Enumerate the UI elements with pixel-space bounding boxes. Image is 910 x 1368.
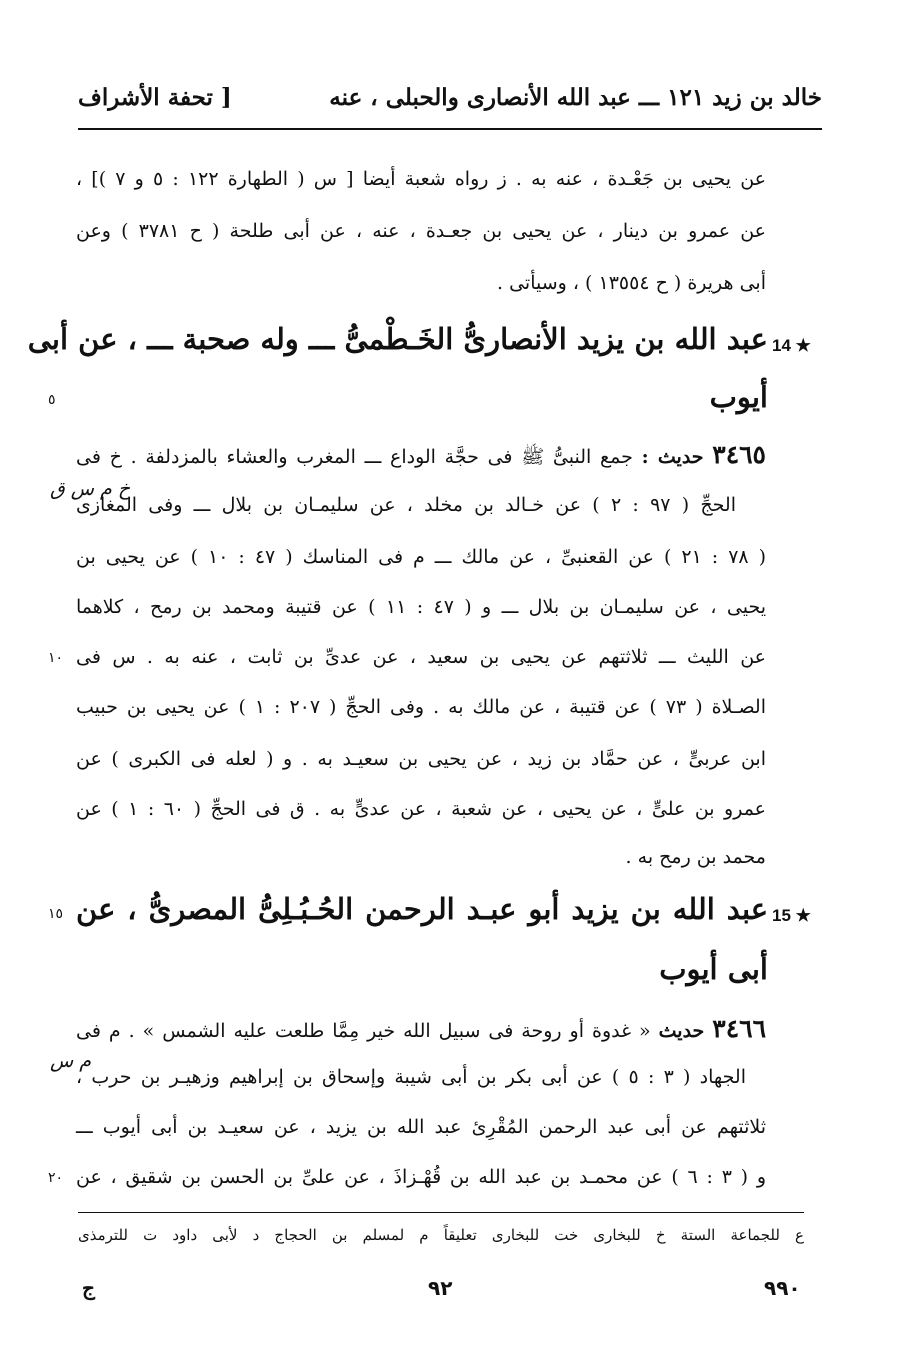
running-header [78, 84, 822, 124]
hadith-number: ٣٤٦٥ [712, 440, 766, 469]
text-line: و ( ٣ : ٦ ) عن محمـد بن عبد الله بن قُهْـزاذَ ، عن علىِّ بن الحسن بن شقيق ، عن [76, 1166, 767, 1188]
margin-line-number: ٥ [48, 392, 56, 408]
entry-number: 15 ★ [772, 906, 811, 925]
text-line: الحجِّ ( ٩٧ : ٢ ) عن خـالد بن مخلد ، عن سليمـان بن بلال ـــ وفى المغازى [76, 494, 737, 516]
hadith-label: حديث : [641, 446, 704, 468]
hadith-number: ٣٤٦٦ [712, 1014, 766, 1043]
text-line: عن يحيى بن جَعْـدة ، عنه به . ز رواه شعبة أيضا [ س ( الطهارة ١٢٢ : ٥ و ٧ )] ، [76, 168, 766, 190]
hadith-first-line [76, 1014, 766, 1044]
text-line: الصـلاة ( ٧٣ ) عن قتيبة ، عن مالك به . وفى الحجِّ ( ٢٠٧ : ١ ) عن يحيى بن حبيب [76, 696, 766, 718]
text-line: ثلاثتهم عن أبى عبد الرحمن المُقْرِئ عبد الله بن يزيد ، عن سعيـد بن أبى أيوب ـــ [76, 1116, 766, 1138]
header-book-title: [ تحفة الأشراف [78, 84, 232, 111]
entry-heading: عبد الله بن يزيد أبو عبـد الرحمن الحُـبُـلِىُّ المصرىُّ ، عن [76, 892, 768, 926]
text-line: ( ٧٨ : ٢١ ) عن القعنبىِّ ، عن مالك ـــ م فى المناسك ( ٤٧ : ١٠ ) عن يحيى بن [76, 546, 767, 568]
hadith-text: « غدوة أو روحة فى سبيل الله خير مِمَّا طلعت عليه الشمس » . م فى [76, 1020, 651, 1042]
page-number: ٩٢ [428, 1276, 453, 1300]
abbreviation-key: ع للجماعة الستة خ للبخارى خت للبخارى تعليقاً م لمسلم بن الحجاج د لأبى داود ت للترمذى [78, 1226, 804, 1244]
hadith-label: حديث [658, 1020, 705, 1042]
margin-line-number: ١٠ [48, 650, 64, 666]
text-line: عن الليث ـــ ثلاثتهم عن يحيى بن سعيد ، عن عدىِّ بن ثابت ، عنه به . س فى [76, 646, 766, 668]
text-line: ابن عربىٍّ ، عن حمَّاد بن زيد ، عن يحيى بن سعيـد به . و ( لعله فى الكبرى ) عن [76, 748, 766, 770]
margin-line-number: ٢٠ [48, 1170, 64, 1186]
entry-heading: أبى أيوب [659, 952, 768, 986]
page-code: ٩٩٠ [764, 1276, 801, 1300]
text-line: الجهاد ( ٣ : ٥ ) عن أبى بكر بن أبى شيبة وإسحاق بن إبراهيم وزهيـر بن حرب ، [76, 1066, 746, 1088]
header-rule [78, 128, 822, 130]
entry-heading: أيوب [709, 380, 768, 414]
source-sigla: خ م س ق [50, 478, 131, 500]
text-line: عن عمرو بن دينار ، عن يحيى بن جعـدة ، عنه ، عن أبى طلحة ( ح ٣٧٨١ ) وعن [76, 220, 766, 242]
source-sigla: م س [50, 1050, 91, 1072]
text-line: محمد بن رمح به . [625, 846, 766, 868]
text-line: أبى هريرة ( ح ١٣٥٥٤ ) ، وسيأتى . [497, 272, 766, 294]
text-line: عمرو بن علىٍّ ، عن يحيى ، عن شعبة ، عن عدىٍّ به . ق فى الحجِّ ( ٦٠ : ١ ) عن [76, 798, 767, 820]
footer-rule [78, 1212, 804, 1213]
hadith-text: جمع النبىُّ ﷺ فى حجَّة الوداع ـــ المغرب والعشاء بالمزدلفة . خ فى [76, 446, 633, 468]
margin-line-number: ١٥ [48, 906, 64, 922]
entry-number: 14 ★ [772, 336, 811, 355]
hadith-first-line [76, 440, 766, 470]
header-title: خالد بن زيد ١٢١ ـــ عبد الله الأنصارى والحبلى ، عنه [329, 84, 822, 111]
entry-heading: عبد الله بن يزيد الأنصارىُّ الخَـطْمىُّ ـــ وله صحبة ـــ ، عن أبى [27, 322, 768, 356]
signature-mark: ج [82, 1276, 95, 1300]
text-line: يحيى ، عن سليمـان بن بلال ـــ و ( ٤٧ : ١١ ) عن قتيبة ومحمد بن رمح ، كلاهما [76, 596, 767, 618]
